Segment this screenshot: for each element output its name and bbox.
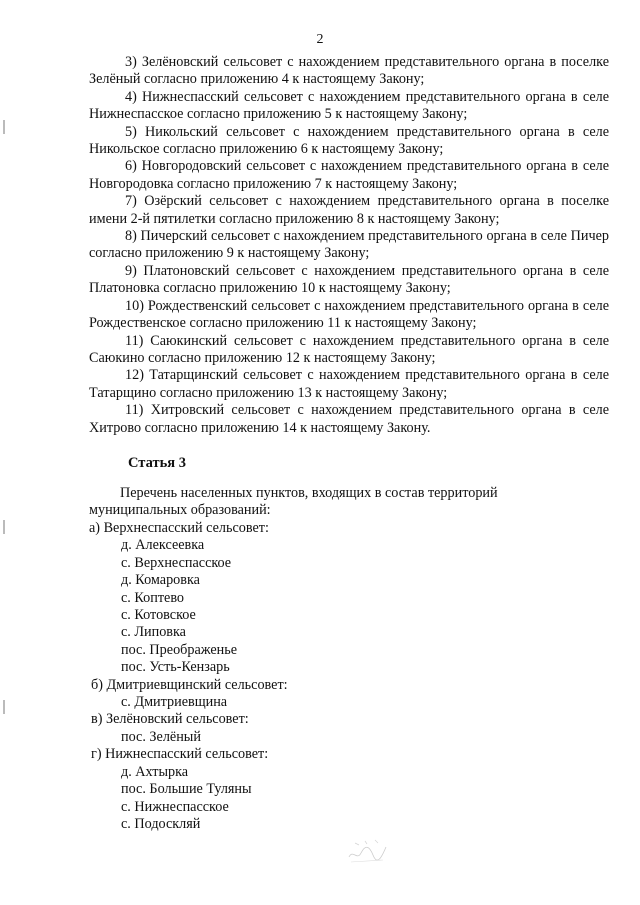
article-item: 4) Нижнеспасский сельсовет с нахождением представительного органа в селе Нижнеспасское согласно приложению 5 к настоящему Закону;: [89, 88, 609, 123]
council-block: [89, 746, 609, 833]
settlement-item: д. Ахтырка: [121, 763, 189, 780]
settlement-list: [89, 537, 609, 676]
council-title: а) Верхнеспасский сельсовет:: [89, 520, 269, 536]
council-block: [89, 711, 609, 746]
council-title: г) Нижнеспасский сельсовет:: [91, 746, 269, 763]
council-title: б) Дмитриевщинский сельсовет:: [91, 676, 288, 693]
article-item: 3) Зелёновский сельсовет с нахождением представительного органа в поселке Зелёный согласно приложению 4 к настоящему Закону;: [89, 54, 609, 88]
article-3-intro: Перечень населенных пунктов, входящих в состав территорий муниципальных образований:: [89, 485, 498, 519]
council-block: [89, 520, 609, 677]
settlement-item: с. Нижнеспасское: [121, 798, 229, 815]
scan-edge-mark: [3, 120, 5, 134]
settlement-item: д. Алексеевка: [121, 537, 205, 554]
article-item: 11) Хитровский сельсовет с нахождением представительного органа в селе Хитрово согласно приложению 14 к настоящему Закону.: [89, 402, 609, 436]
article-3-title: Статья 3: [128, 455, 186, 471]
article-item: 10) Рождественский сельсовет с нахождением представительного органа в селе Рождественское согласно приложению 11 к настоящему Закону;: [89, 297, 609, 332]
article-item: 11) Саюкинский сельсовет с нахождением представительного органа в селе Саюкино согласно приложению 12 к настоящему Закону;: [89, 332, 609, 366]
article-item: 5) Никольский сельсовет с нахождением представительного органа в селе Никольское согласно приложению 6 к настоящему Закону;: [89, 123, 609, 158]
article-item: 6) Новгородовский сельсовет с нахождением представительного органа в селе Новгородовка согласно приложению 7 к настоящему Закону;: [89, 158, 609, 192]
article-item: 8) Пичерский сельсовет с нахождением представительного органа в селе Пичер согласно приложению 9 к настоящему Закону;: [89, 228, 609, 262]
scan-edge-mark: [3, 700, 5, 714]
settlement-item: с. Верхнеспасское: [121, 554, 232, 571]
settlement-item: с. Котовское: [121, 607, 196, 624]
article-item: 7) Озёрский сельсовет с нахождением представительного органа в поселке имени 2-й пятилетки согласно приложению 8 к настоящему Закону;: [89, 193, 609, 227]
faint-signature-mark: [345, 835, 390, 865]
council-block: [89, 677, 609, 712]
settlement-list: [89, 694, 609, 711]
settlement-item: пос. Преображенье: [121, 641, 238, 658]
settlement-item: пос. Усть-Кензарь: [121, 659, 230, 676]
settlement-item: д. Комаровка: [121, 572, 200, 589]
settlement-lists: [89, 520, 609, 833]
settlement-list: [89, 729, 609, 746]
settlement-item: с. Подоскляй: [121, 815, 201, 832]
page-number: 2: [316, 32, 324, 47]
settlement-item: с. Дмитриевщина: [121, 694, 228, 711]
scan-edge-mark: [3, 520, 5, 534]
article-item: 9) Платоновский сельсовет с нахождением представительного органа в селе Платоновка согласно приложению 10 к настоящему Закону;: [89, 262, 609, 297]
settlement-item: пос. Большие Туляны: [121, 781, 252, 798]
settlement-item: с. Коптево: [121, 589, 185, 606]
article-item: 12) Татарщинский сельсовет с нахождением представительного органа в селе Татарщино согласно приложению 13 к настоящему Закону;: [89, 367, 609, 401]
settlement-list: [89, 764, 609, 834]
council-title: в) Зелёновский сельсовет:: [91, 711, 249, 728]
settlement-item: пос. Зелёный: [121, 728, 201, 745]
settlement-item: с. Липовка: [121, 624, 186, 641]
article-2-continuation: [89, 54, 609, 437]
